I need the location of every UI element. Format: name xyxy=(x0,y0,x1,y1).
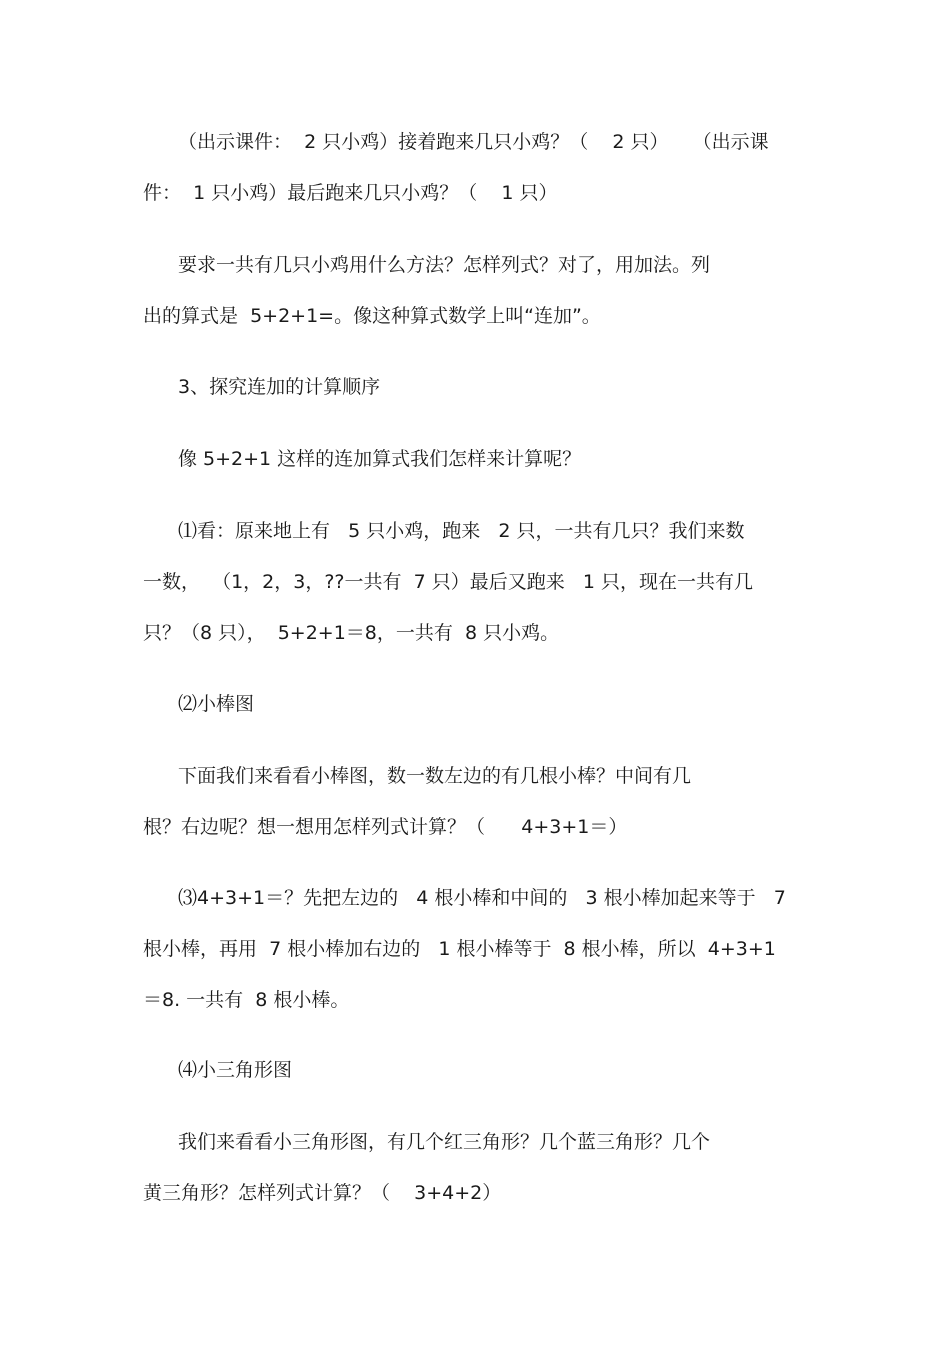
paragraph-line: ＝8. 一共有 8 根小棒。 xyxy=(143,989,350,1011)
paragraph-line: ⑶4+3+1＝？先把左边的 4 根小棒和中间的 3 根小棒加起来等于 7 xyxy=(178,887,786,909)
paragraph-line: ⑴看：原来地上有 5 只小鸡，跑来 2 只，一共有几只？我们来数 xyxy=(178,520,745,542)
paragraph-line: 只？（8 只）， 5+2+1＝8，一共有 8 只小鸡。 xyxy=(143,622,560,644)
paragraph-line: 像 5+2+1 这样的连加算式我们怎样来计算呢？ xyxy=(178,448,582,470)
subsection-heading: ⑵小棒图 xyxy=(178,693,255,715)
subsection-heading: ⑷小三角形图 xyxy=(178,1059,293,1081)
paragraph-line: 一数， （1，2，3，??一共有 7 只）最后又跑来 1 只，现在一共有几 xyxy=(143,571,753,593)
paragraph-line: 要求一共有几只小鸡用什么方法？怎样列式？对了，用加法。列 xyxy=(178,254,711,276)
paragraph-line: 根小棒，再用 7 根小棒加右边的 1 根小棒等于 8 根小棒，所以 4+3+1 xyxy=(143,938,776,960)
paragraph-line: 出的算式是 5+2+1=。像这种算式数学上叫“连加”。 xyxy=(143,305,601,327)
section-heading: 3、探究连加的计算顺序 xyxy=(178,376,381,398)
paragraph-line: 下面我们来看看小棒图，数一数左边的有几根小棒？中间有几 xyxy=(178,765,692,787)
paragraph-line: 我们来看看小三角形图，有几个红三角形？几个蓝三角形？几个 xyxy=(178,1131,711,1153)
paragraph-line: 件： 1 只小鸡）最后跑来几只小鸡？（ 1 只） xyxy=(143,182,558,204)
paragraph-line: 根？右边呢？想一想用怎样列式计算？（ 4+3+1＝） xyxy=(143,816,628,838)
paragraph-line: 黄三角形？怎样列式计算？（ 3+4+2） xyxy=(143,1182,502,1204)
paragraph-line: （出示课件： 2 只小鸡）接着跑来几只小鸡？（ 2 只） （出示课 xyxy=(178,131,769,153)
